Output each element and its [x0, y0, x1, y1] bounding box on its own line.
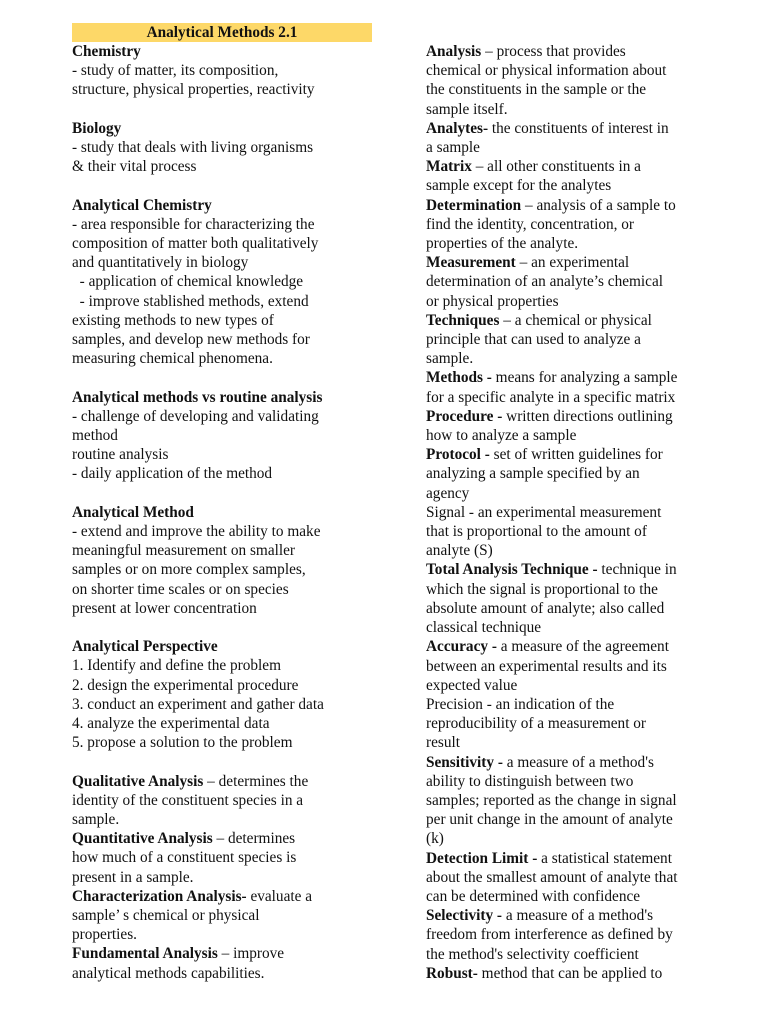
text-line: result: [426, 734, 460, 752]
page-title: Analytical Methods 2.1: [72, 23, 372, 42]
text-line: about the smallest amount of analyte that: [426, 868, 678, 886]
text-line: 1. Identify and define the problem: [72, 657, 281, 675]
text-line: meaningful measurement on smaller: [72, 542, 296, 560]
definition-term: Determination: [426, 196, 522, 214]
definition-entry: [72, 829, 392, 887]
text-line: existing methods to new types of: [72, 311, 274, 329]
text-line: routine analysis: [72, 446, 169, 464]
left-column: [72, 23, 392, 983]
text-line: ability to distinguish between two: [426, 772, 634, 790]
text-line: analyzing a sample specified by an: [426, 465, 640, 483]
text-line: samples or on more complex samples,: [72, 561, 306, 579]
text-line: agency: [426, 484, 470, 502]
text-line: a measure of a method's: [502, 753, 654, 771]
text-line: the constituents of interest in: [488, 119, 669, 137]
definition-term: Accuracy -: [426, 638, 497, 656]
definition-term: Total Analysis Technique -: [426, 561, 598, 579]
text-line: classical technique: [426, 619, 542, 637]
text-line: analytical methods capabilities.: [72, 964, 265, 982]
definition-entry: [426, 42, 736, 119]
section-analytical-perspective: [72, 637, 392, 752]
heading-biology: Biology: [72, 119, 122, 137]
definition-entry: [426, 753, 736, 849]
heading-analytical-method: Analytical Method: [72, 503, 194, 521]
text-line: – improve: [217, 945, 285, 963]
text-line: that is proportional to the amount of: [426, 523, 647, 541]
text-line: means for analyzing a sample: [491, 369, 678, 387]
text-line: 4. analyze the experimental data: [72, 715, 270, 733]
heading-chemistry: Chemistry: [72, 43, 141, 60]
text-line: absolute amount of analyte; also called: [426, 599, 665, 617]
text-line: – all other constituents in a: [471, 158, 641, 176]
text-line: a sample: [426, 139, 480, 157]
text-line: analyte (S): [426, 542, 493, 560]
definition-entry: [426, 196, 736, 254]
definition-term: Fundamental Analysis: [72, 945, 218, 963]
definition-entry: [426, 311, 736, 369]
definition-entry: [72, 772, 392, 830]
text-line: technique in: [597, 561, 677, 579]
text-line: - daily application of the method: [72, 465, 273, 483]
definition-entry: [426, 157, 736, 195]
text-line: the method's selectivity coefficient: [426, 945, 639, 963]
definition-entry: [426, 849, 736, 907]
text-line: samples, and develop new methods for: [72, 331, 310, 349]
text-line: structure, physical properties, reactivity: [72, 81, 315, 99]
text-line: principle that can used to analyze a: [426, 331, 641, 349]
text-line: - improve stablished methods, extend: [72, 292, 309, 310]
right-column: [426, 42, 736, 983]
text-line: properties of the analyte.: [426, 235, 579, 253]
definition-entry: [426, 253, 736, 311]
text-line: – analysis of a sample to: [521, 196, 676, 214]
heading-analytical-chemistry: Analytical Chemistry: [72, 196, 212, 214]
text-line: method: [72, 427, 118, 445]
definition-term: Methods -: [426, 369, 492, 387]
definition-term: Robust-: [426, 964, 478, 982]
text-line: written directions outlining: [502, 407, 673, 425]
definition-term: Techniques: [426, 311, 500, 329]
text-line: freedom from interference as defined by: [426, 926, 673, 944]
text-line: which the signal is proportional to the: [426, 580, 658, 598]
text-line: sample itself.: [426, 100, 508, 118]
definition-entry: [426, 445, 736, 503]
text-line: samples; reported as the change in signal: [426, 791, 677, 809]
text-line: find the identity, concentration, or: [426, 215, 635, 233]
text-line: properties.: [72, 926, 137, 944]
text-line: can be determined with confidence: [426, 887, 641, 905]
text-line: sample’ s chemical or physical: [72, 907, 260, 925]
text-line: identity of the constituent species in a: [72, 791, 304, 809]
text-line: measuring chemical phenomena.: [72, 350, 273, 368]
text-line: or physical properties: [426, 292, 559, 310]
text-line: – a chemical or physical: [499, 311, 652, 329]
definition-entry: [426, 964, 736, 983]
text-line: reproducibility of a measurement or: [426, 715, 647, 733]
text-line: (k): [426, 830, 444, 848]
text-line: sample.: [426, 350, 474, 368]
definition-term: Detection Limit -: [426, 849, 538, 867]
text-line: Precision - an indication of the: [426, 695, 615, 713]
text-line: 5. propose a solution to the problem: [72, 734, 293, 752]
definition-term: Qualitative Analysis: [72, 772, 204, 790]
text-line: present in a sample.: [72, 868, 194, 886]
definition-entry: [426, 560, 736, 637]
text-line: per unit change in the amount of analyte: [426, 811, 673, 829]
definition-entry: [72, 944, 392, 982]
text-line: on shorter time scales or on species: [72, 580, 289, 598]
text-line: sample except for the analytes: [426, 177, 612, 195]
definition-term: Matrix: [426, 158, 472, 176]
section-biology: [72, 119, 392, 177]
definition-term: Characterization Analysis-: [72, 887, 247, 905]
definition-term: Quantitative Analysis: [72, 830, 213, 848]
section-analytical-method: [72, 503, 392, 618]
text-line: & their vital process: [72, 158, 197, 176]
section-analytical-chemistry: [72, 196, 392, 369]
text-line: 3. conduct an experiment and gather data: [72, 695, 324, 713]
text-line: Signal - an experimental measurement: [426, 503, 662, 521]
text-line: – process that provides: [481, 43, 626, 60]
definition-entry: [72, 887, 392, 945]
text-line: – an experimental: [515, 254, 630, 272]
definition-term: Measurement: [426, 254, 516, 272]
definition-entry: [426, 407, 736, 445]
text-line: - area responsible for characterizing the: [72, 215, 315, 233]
definition-entry: [426, 637, 736, 695]
text-line: - study that deals with living organisms: [72, 139, 314, 156]
definition-term: Sensitivity -: [426, 753, 503, 771]
text-line: sample.: [72, 811, 120, 829]
section-chemistry: [72, 42, 392, 100]
text-line: set of written guidelines for: [489, 446, 663, 464]
text-line: evaluate a: [246, 887, 313, 905]
text-line: determination of an analyte’s chemical: [426, 273, 664, 291]
text-line: the constituents in the sample or the: [426, 81, 647, 99]
definition-term: Procedure -: [426, 407, 503, 425]
text-line: how much of a constituent species is: [72, 849, 297, 867]
heading-methods-vs-routine: Analytical methods vs routine analysis: [72, 388, 323, 406]
text-line: and quantitatively in biology: [72, 254, 249, 272]
text-line: – determines the: [203, 772, 309, 790]
definition-term: Analytes-: [426, 119, 489, 137]
text-line: present at lower concentration: [72, 599, 257, 617]
text-line: - study of matter, its composition,: [72, 62, 279, 80]
text-line: for a specific analyte in a specific matrix: [426, 388, 676, 406]
heading-analytical-perspective: Analytical Perspective: [72, 638, 218, 656]
definition-entry: [426, 503, 736, 561]
text-line: between an experimental results and its: [426, 657, 667, 675]
definition-term: Protocol -: [426, 446, 490, 464]
definition-entry: [426, 695, 736, 753]
definition-term: Analysis: [426, 43, 482, 60]
text-line: method that can be applied to: [477, 964, 663, 982]
definition-entry: [426, 906, 736, 964]
definition-term: Selectivity -: [426, 907, 503, 925]
text-line: a measure of a method's: [502, 907, 654, 925]
text-line: a measure of the agreement: [496, 638, 669, 656]
text-line: 2. design the experimental procedure: [72, 676, 299, 694]
text-line: composition of matter both qualitatively: [72, 235, 319, 252]
section-analysis-types: [72, 772, 392, 983]
section-methods-vs-routine: [72, 388, 392, 484]
text-line: - challenge of developing and validating: [72, 407, 319, 425]
text-line: - application of chemical knowledge: [72, 273, 304, 291]
definition-entry: [426, 119, 736, 157]
text-line: a statistical statement: [537, 849, 672, 867]
text-line: expected value: [426, 676, 518, 694]
text-line: - extend and improve the ability to make: [72, 523, 321, 541]
text-line: how to analyze a sample: [426, 427, 577, 445]
text-line: chemical or physical information about: [426, 62, 667, 80]
definition-entry: [426, 368, 736, 406]
text-line: – determines: [212, 830, 296, 848]
